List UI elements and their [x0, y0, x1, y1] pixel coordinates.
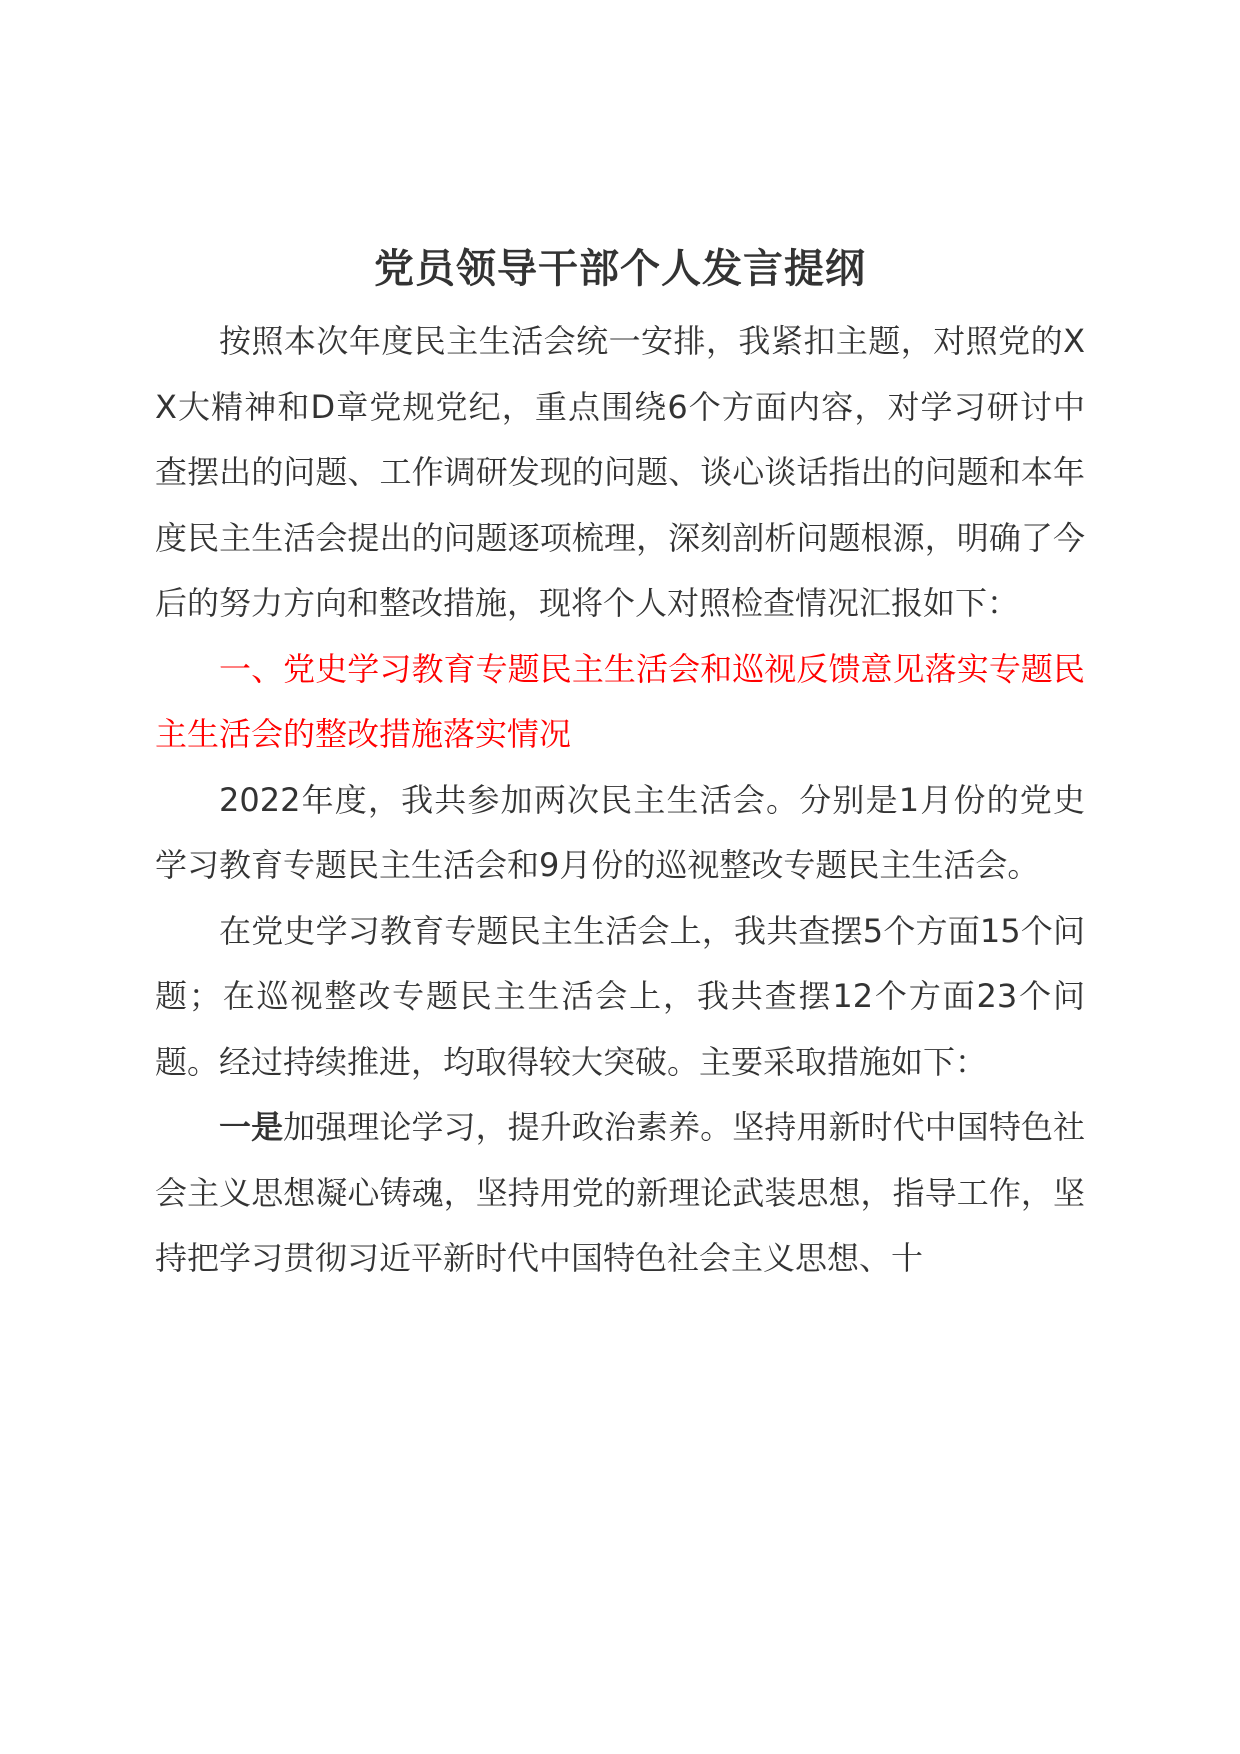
paragraph-issues: 在党史学习教育专题民主生活会上，我共查摆5个方面15个问题；在巡视整改专题民主生活会上，我共查摆12个方面23个问题。经过持续推进，均取得较大突破。主要采取措施如下： [155, 911, 1085, 1081]
measure-paragraph-1 [155, 1095, 1085, 1292]
measure-lead-1: 一是 [219, 1108, 284, 1146]
measure-text-1: 加强理论学习，提升政治素养。坚持用新时代中国特色社会主义思想凝心铸魂，坚持用党的新理论武装思想，指导工作，坚持把学习贯彻习近平新时代中国特色社会主义思想、十 [155, 1108, 1085, 1277]
paragraph-2022: 2022年度，我共参加两次民主生活会。分别是1月份的党史学习教育专题民主生活会和9月份的巡视整改专题民主生活会。 [155, 780, 1085, 884]
intro-paragraph: 按照本次年度民主生活会统一安排，我紧扣主题，对照党的XX大精神和D章党规党纪，重点围绕6个方面内容，对学习研讨中查摆出的问题、工作调研发现的问题、谈心谈话指出的问题和本年度民主生活会提出的问题逐项梳理，深刻剖析问题根源，明确了今后的努力方向和整改措施，现将个人对照检查情况汇报如下： [155, 322, 1085, 622]
section-heading-1: 一、党史学习教育专题民主生活会和巡视反馈意见落实专题民主生活会的整改措施落实情况 [155, 649, 1085, 753]
document-page [155, 245, 1085, 1292]
document-title: 党员领导干部个人发言提纲 [374, 246, 866, 292]
